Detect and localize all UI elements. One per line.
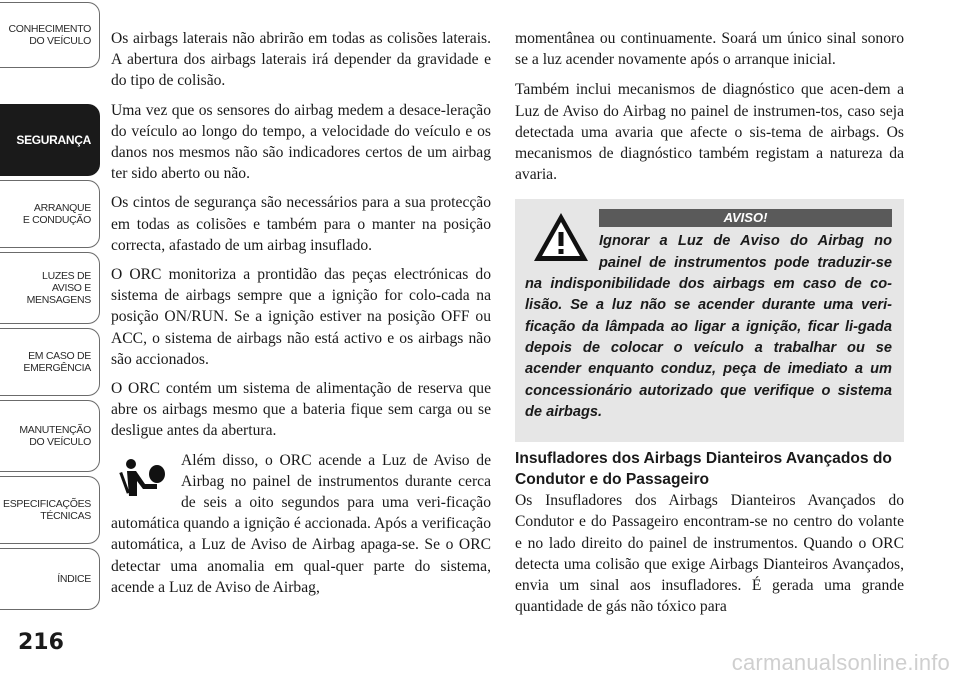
tab-label: SEGURANÇA (16, 133, 91, 147)
tab-label: ESPECIFICAÇÕES TÉCNICAS (3, 498, 91, 522)
tab-seguranca[interactable] (0, 104, 100, 176)
page-number: 216 (18, 630, 64, 655)
tab-luzes-de-aviso[interactable] (0, 252, 100, 324)
tab-em-caso-de-emergencia[interactable] (0, 328, 100, 396)
tab-label: MANUTENÇÃO DO VEÍCULO (19, 424, 91, 448)
chapter-sidebar (0, 0, 104, 678)
right-column (515, 28, 904, 626)
paragraph: Os Insufladores dos Airbags Dianteiros Avançados do Condutor e do Passageiro encontram-se no centro do volante e no lado direito do painel de instrumentos. Quando o ORC detecta uma colisão que exige Airbags Dianteiros Avançados, envia um sinal aos insufladores. É gerada uma grande quantidade de gás não tóxico para (515, 492, 904, 616)
tab-manutencao-do-veiculo[interactable] (0, 400, 100, 472)
tab-label: ARRANQUE E CONDUÇÃO (22, 202, 91, 226)
paragraph: Os cintos de segurança são necessários para a sua protecção em todas as colisões e também para o manter na posição correcta, afastado de um airbag insuflado. (111, 194, 491, 254)
warning-text: Ignorar a Luz de Aviso do Airbag no painel de instrumentos pode traduzir-se na indisponibilidade dos airbags em caso de co-lisão. Se a luz não se acender durante uma veri-ficação da lâmpada ao ligar a ignição, ficar li-gada depois de colocar o veículo a trabalhar ou se acender enquanto conduz, peça de imediato a um concessionário autorizado que verifique o sistema de airbags. (525, 233, 892, 420)
tab-especificacoes-tecnicas[interactable] (0, 476, 100, 544)
section-title: Insufladores dos Airbags Dianteiros Avançados do Condutor e do Passageiro (515, 450, 892, 489)
watermark: carmanualsonline.info (731, 650, 950, 675)
paragraph: Os airbags laterais não abrirão em todas as colisões laterais. A abertura dos airbags laterais irá depender da gravidade e do tipo de colisão. (111, 30, 491, 90)
paragraph: O ORC contém um sistema de alimentação de reserva que abre os airbags mesmo que a bateria fique sem carga ou se desligue antes da abertura. (111, 380, 491, 440)
paragraph: O ORC monitoriza a prontidão das peças electrónicas do sistema de airbags sempre que a ignição for colo-cada na posição ON/RUN. Se a ignição estiver na posição OFF ou ACC, o sistema de airbags não está activo e os airbags não são accionados. (111, 266, 491, 368)
tab-indice[interactable] (0, 548, 100, 610)
tab-conhecimento-do-veiculo[interactable] (0, 2, 100, 68)
warning-title: AVISO! (599, 209, 892, 227)
paragraph: Uma vez que os sensores do airbag medem a desace-leração do veículo ao longo do tempo, a velocidade do veículo e os danos nos mesmos não são indicadores certos de um airbag ter sido aberto ou não. (111, 101, 491, 183)
tab-label: EM CASO DE EMERGÊNCIA (23, 350, 91, 374)
airbag-light-block (111, 450, 491, 598)
left-column (111, 28, 491, 606)
tab-label: CONHECIMENTO DO VEÍCULO (8, 23, 91, 47)
warning-triangle-icon (531, 209, 591, 265)
tab-label: ÍNDICE (57, 573, 91, 585)
paragraph: momentânea ou continuamente. Soará um único sinal sonoro se a luz acender novamente após o arranque inicial. (515, 30, 904, 69)
tab-label: LUZES DE AVISO E MENSAGENS (26, 270, 91, 306)
paragraph: Além disso, o ORC acende a Luz de Aviso de Airbag no painel de instrumentos durante cerca de seis a oito segundos para uma veri-ficação automática quando a ignição é accionada. Após a verificação automática, a Luz de Aviso de Airbag apaga-se. Se o ORC detectar uma anomalia em qual-quer parte do sistema, acende a Luz de Aviso de Airbag, (111, 451, 491, 596)
warning-box (515, 199, 904, 442)
airbag-warning-icon (117, 454, 171, 500)
tab-arranque-e-conducao[interactable] (0, 180, 100, 248)
paragraph: Também inclui mecanismos de diagnóstico que acen-dem a Luz de Aviso do Airbag no painel de instrumen-tos, caso seja detectada uma avaria que afecte o sis-tema de airbags. Os mecanismos de diagnóstico também registam a natureza da avaria. (515, 81, 904, 184)
